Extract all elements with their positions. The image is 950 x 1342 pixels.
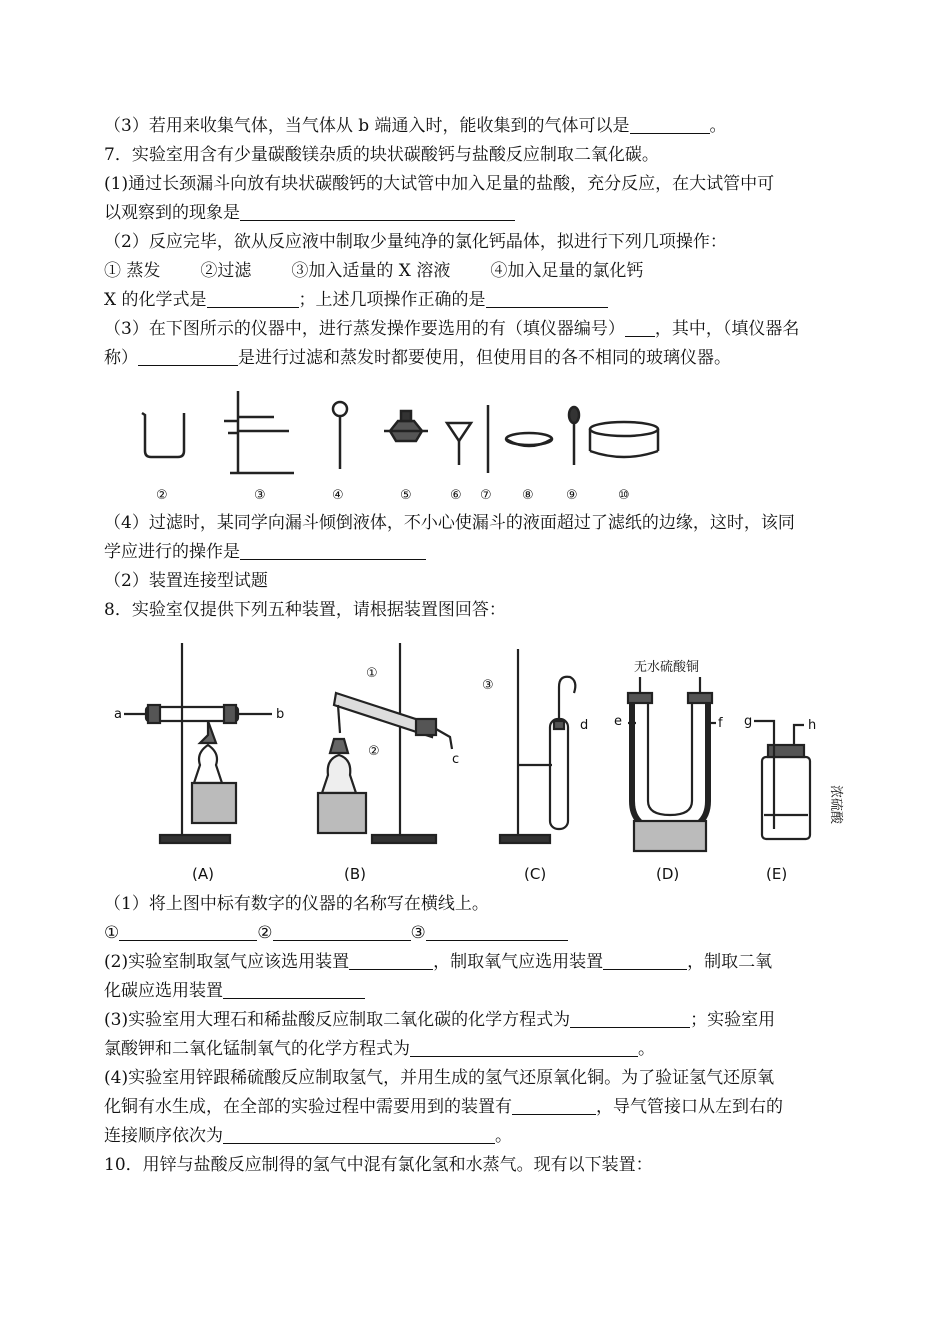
answer-blank[interactable] bbox=[570, 1009, 690, 1028]
q7-operations: ① 蒸发 ②过滤 ③加入适量的 X 溶液 ④加入足量的氯化钙 bbox=[104, 261, 644, 281]
callout-3: ③ bbox=[482, 678, 494, 693]
port-f-label: f bbox=[718, 716, 723, 731]
answer-blank[interactable] bbox=[223, 980, 365, 999]
port-g-label: g bbox=[744, 714, 753, 729]
instruments-figure bbox=[104, 373, 850, 509]
answer-blank[interactable] bbox=[273, 922, 411, 941]
answer-blank[interactable] bbox=[603, 951, 687, 970]
port-c-label: c bbox=[452, 752, 460, 767]
caption-c: (C) bbox=[524, 865, 547, 883]
q7-part2-line3: X 的化学式是 ；上述几项操作正确的是 bbox=[104, 286, 850, 315]
beaker-icon bbox=[142, 413, 184, 457]
q7-part2-line1: （2）反应完毕，欲从反应液中制取少量纯净的氯化钙晶体，拟进行下列几项操作： bbox=[104, 232, 727, 252]
instrument-label: ⑨ bbox=[566, 488, 578, 503]
q8-part2-line2: 化碳应选用装置 bbox=[104, 977, 850, 1006]
instrument-label: ⑥ bbox=[450, 488, 462, 503]
q8-part1-blanks: ① ② ③ bbox=[104, 919, 850, 948]
port-a-label: a bbox=[114, 707, 122, 722]
spoon-icon bbox=[333, 402, 347, 469]
answer-blank[interactable] bbox=[349, 951, 433, 970]
answer-blank[interactable] bbox=[625, 318, 655, 337]
q8-part4-line2: 化铜有水生成，在全部的实验过程中需要用到的装置有 ，导气管接口从左到右的 bbox=[104, 1097, 783, 1117]
answer-blank[interactable] bbox=[630, 115, 710, 134]
answer-blank[interactable] bbox=[207, 289, 299, 308]
evaporating-dish-icon bbox=[506, 433, 552, 446]
answer-blank[interactable] bbox=[410, 1038, 638, 1057]
answer-blank[interactable] bbox=[486, 289, 608, 308]
q7-part4-line2: 学应进行的操作是 bbox=[104, 538, 850, 567]
answer-blank[interactable] bbox=[138, 347, 238, 366]
answer-blank[interactable] bbox=[512, 1096, 596, 1115]
answer-blank[interactable] bbox=[119, 922, 257, 941]
apparatus-figure bbox=[104, 625, 850, 890]
instrument-label: ④ bbox=[332, 488, 344, 503]
answer-blank[interactable] bbox=[240, 202, 515, 221]
dropper-icon bbox=[569, 407, 579, 465]
q8-part4-line1: (4)实验室用锌跟稀硫酸反应制取氢气，并用生成的氢气还原氧化铜。为了验证氢气还原氧 bbox=[104, 1068, 775, 1088]
q7-part1-line1: (1)通过长颈漏斗向放有块状碳酸钙的大试管中加入足量的盐酸，充分反应，在大试管中可 bbox=[104, 174, 775, 194]
q8-part3-line2: 氯酸钾和二氧化锰制氧气的化学方程式为 。 bbox=[104, 1039, 655, 1059]
funnel-icon bbox=[447, 423, 471, 465]
worksheet-page bbox=[104, 112, 850, 1180]
q7-part3-line2: 称） 是进行过滤和蒸发时都要使用，但使用目的各不相同的玻璃仪器。 bbox=[104, 348, 731, 368]
callout-2: ② bbox=[368, 744, 380, 759]
apparatus-e bbox=[754, 721, 810, 839]
conc-h2so4-label: 浓硫酸 bbox=[828, 785, 843, 825]
instrument-label: ⑤ bbox=[400, 488, 412, 503]
port-h-label: h bbox=[808, 718, 817, 733]
q8-part3-line1: (3)实验室用大理石和稀盐酸反应制取二氧化碳的化学方程式为 ；实验室用 bbox=[104, 1010, 776, 1030]
apparatus-d bbox=[628, 677, 716, 851]
caption-b: (B) bbox=[344, 865, 366, 883]
apparatus-b bbox=[318, 643, 452, 843]
answer-blank[interactable] bbox=[426, 922, 568, 941]
q7-part4-line1: （4）过滤时，某同学向漏斗倾倒液体，不小心使漏斗的液面超过了滤纸的边缘，这时，该同 bbox=[104, 513, 795, 533]
instrument-label: ⑦ bbox=[480, 488, 492, 503]
port-b-label: b bbox=[276, 707, 285, 722]
q8-part2-line1: (2)实验室制取氢气应该选用装置 ，制取氧气应选用装置 ，制取二氧 bbox=[104, 952, 773, 972]
instrument-numbers bbox=[156, 488, 630, 503]
instrument-label: ⑧ bbox=[522, 488, 534, 503]
anhydrous-cuso4-label: 无水硫酸铜 bbox=[634, 660, 700, 675]
q7-title: 7．实验室用含有少量碳酸镁杂质的块状碳酸钙与盐酸反应制取二氧化碳。 bbox=[104, 145, 659, 165]
q7-part3-line1: （3）在下图所示的仪器中，进行蒸发操作要选用的有（填仪器编号） ，其中，（填仪器名 bbox=[104, 319, 800, 339]
alcohol-lamp-icon bbox=[384, 411, 428, 441]
answer-blank[interactable] bbox=[223, 1125, 495, 1144]
instrument-label: ③ bbox=[254, 488, 266, 503]
q8-part4-line3: 连接顺序依次为 。 bbox=[104, 1126, 512, 1146]
apparatus-c bbox=[500, 649, 575, 843]
apparatus-labels bbox=[114, 659, 843, 883]
caption-a: (A) bbox=[192, 865, 214, 883]
caption-d: (D) bbox=[656, 865, 680, 883]
callout-1: ① bbox=[366, 666, 378, 681]
q8-title: 8．实验室仅提供下列五种装置，请根据装置图回答： bbox=[104, 600, 506, 620]
caption-e: (E) bbox=[766, 865, 788, 883]
crystallizing-dish-icon bbox=[590, 422, 658, 457]
q10-title: 10．用锌与盐酸反应制得的氢气中混有氯化氢和水蒸气。现有以下装置： bbox=[104, 1155, 653, 1175]
q7-part1-line2: 以观察到的现象是 bbox=[104, 199, 850, 228]
section-heading: （2）装置连接型试题 bbox=[104, 571, 268, 591]
q6-part3: （3）若用来收集气体，当气体从 b 端通入时，能收集到的气体可以是 。 bbox=[104, 116, 727, 136]
port-d-label: d bbox=[580, 718, 589, 733]
q8-part1: （1）将上图中标有数字的仪器的名称写在横线上。 bbox=[104, 894, 489, 914]
apparatus-a bbox=[124, 643, 272, 843]
iron-stand-icon bbox=[224, 391, 294, 473]
answer-blank[interactable] bbox=[240, 541, 426, 560]
instrument-label: ⑩ bbox=[618, 488, 630, 503]
port-e-label: e bbox=[614, 714, 622, 729]
instrument-label: ② bbox=[156, 488, 168, 503]
